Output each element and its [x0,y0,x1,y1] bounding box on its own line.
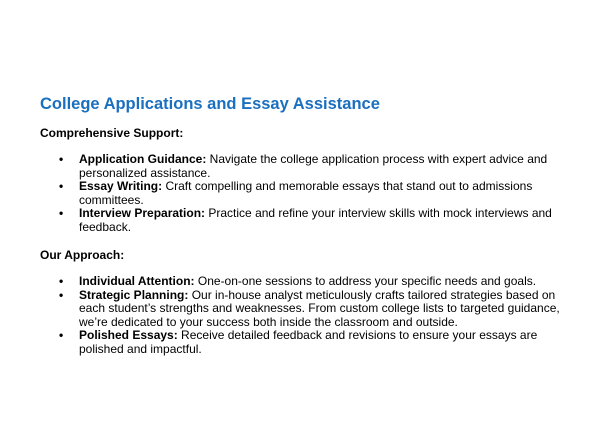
list-item [40,207,560,234]
bullet-term: Strategic Planning: [79,287,189,302]
bullet-text: Navigate the college application process with expert advice and personalized assistance. [79,152,548,180]
bullet-marker: • [59,206,64,220]
bullet-term: Application Guidance: [79,152,207,166]
list-item [40,329,560,356]
section-heading-comprehensive-support: Comprehensive Support: [40,126,184,140]
page-title: College Applications and Essay Assistance [40,95,380,113]
comprehensive-support-list [40,153,560,234]
bullet-marker: • [59,152,64,166]
bullet-marker: • [59,287,64,302]
bullet-term: Polished Essays: [79,328,178,342]
list-item [40,289,560,330]
bullet-term: Individual Attention: [79,274,195,288]
list-item [40,275,560,289]
bullet-text: Our in-house analyst meticulously crafts tailored strategies based on each student’s strengths and weaknesses. From custom college lists to targeted guidance, we’re dedicated to your success both inside the classroom and outside. [79,287,560,329]
section-heading-our-approach: Our Approach: [40,248,125,262]
bullet-term: Interview Preparation: [79,206,206,220]
list-item [40,180,560,207]
bullet-text: Practice and refine your interview skills with mock interviews and feedback. [79,206,552,234]
bullet-term: Essay Writing: [79,179,163,193]
bullet-text: Craft compelling and memorable essays that stand out to admissions committees. [79,179,533,207]
our-approach-list [40,275,560,356]
bullet-marker: • [59,328,64,342]
bullet-marker: • [59,179,64,193]
list-item [40,153,560,180]
bullet-text: One-on-one sessions to address your specific needs and goals. [194,274,537,288]
bullet-text: Receive detailed feedback and revisions to ensure your essays are polished and impactful. [79,328,538,356]
bullet-marker: • [59,274,64,288]
